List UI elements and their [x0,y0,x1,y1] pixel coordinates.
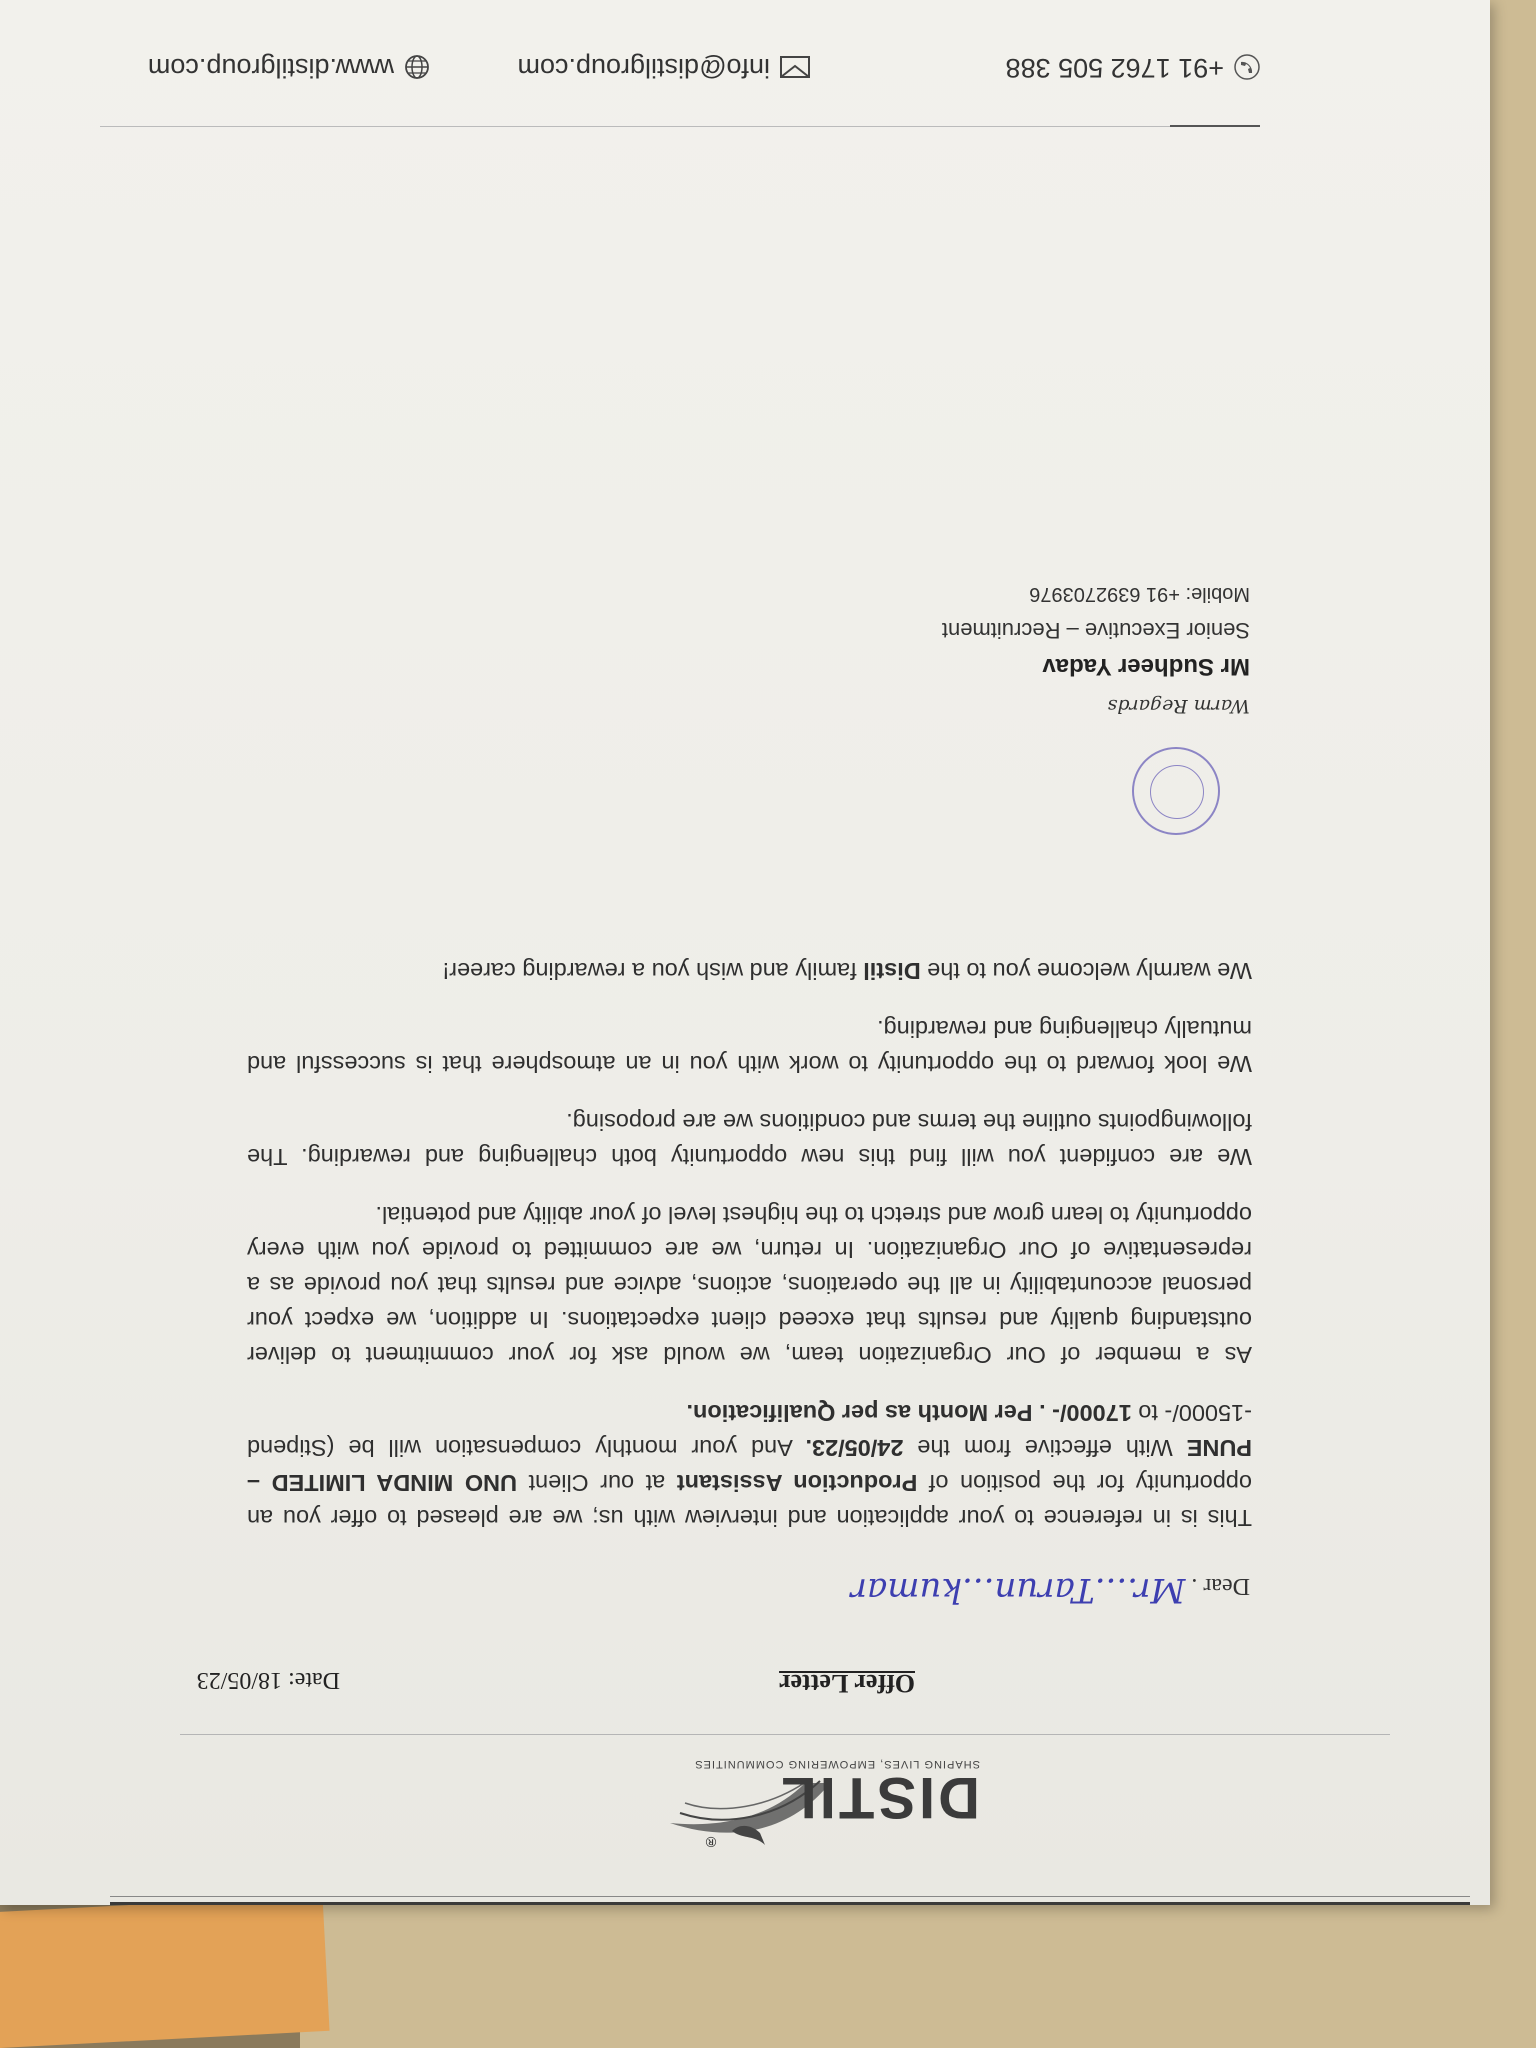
letter-title: Offer Letter [779,1669,915,1698]
company-seal-stamp [1132,747,1220,835]
header-divider [180,1734,1390,1735]
letter-footer [110,43,1260,83]
signatory-title: Senior Executive – Recruitment [941,618,1250,643]
salutation [851,1570,1250,1610]
offer-start-date: 24/05/23. [805,1435,904,1461]
offer-position: Production Assistant [676,1470,918,1496]
registered-mark: ® [704,1833,718,1849]
paragraph-commitment: As a member of Our Organization team, we would ask for your commitment to deliver outstanding quality and results that exceed client expectations. In addition, we expect your personal accountability in all the operations, actions, advice and results that you provide as a representative of Our Organization. In return, we are committed to provide you with every opportunity to learn grow and stretch to the highest level of your ability and potential. [247,1202,1252,1368]
signatory-name: Mr Sudheer Yadav [1042,653,1250,680]
envelope-icon [780,57,810,79]
footer-email-text[interactable]: info@distilgroup.com [517,53,770,83]
footer-phone [1006,52,1260,83]
offer-text-b: at our Client [517,1470,677,1496]
offer-compensation: 17000/- . Per Month as per Qualification. [686,1400,1132,1426]
welcome-brand: Distil [863,958,921,984]
welcome-text-b: family and wish you a rewarding career! [442,958,864,984]
globe-icon [404,55,430,81]
distil-logo [660,1765,980,1853]
letterhead-tagline: SHAPING LIVES, EMPOWERING COMMUNITIES [694,1758,980,1770]
paragraph-offer [247,1395,1252,1535]
footer-website-text[interactable]: www.distilgroup.com [147,53,394,83]
letter-body [247,930,1252,1535]
offer-text-d: And your monthly compensation will be (Stipend -15000/- to [246,1400,1252,1461]
salutation-text: Dear . [1191,1573,1250,1599]
logo-wordmark: DISTIL [778,1765,980,1830]
welcome-text-a: We warmly welcome you to the [920,958,1252,984]
footer-phone-text: +91 1762 505 388 [1005,53,1224,83]
paragraph-confidence: We are confident you will find this new opportunity both challenging and rewarding. The followingpoints outline the terms and conditions we are proposing. [247,1109,1252,1170]
paragraph-look-forward: We look forward to the opportunity to work with you in an atmosphere that is successful and mutually challenging and rewarding. [247,1016,1252,1077]
recipient-handwritten-name: Mr....Tarun...kumar [850,1570,1186,1610]
footer-divider [100,126,1260,127]
footer-email [517,52,810,83]
phone-icon [1234,55,1260,81]
orange-folder [0,1895,330,2048]
header-rule-secondary [110,1896,1470,1897]
offer-text-a: This is in reference to your application and interview with us; we are pleased to offer you an opportunity for the position of [247,1470,1252,1531]
offer-client: UNO MINDA LIMITED – PUNE [246,1435,1252,1496]
offer-text-c: With effective from the [903,1435,1187,1461]
footer-divider-accent [1170,125,1260,127]
letter-date: Date: 18/05/23 [196,1667,340,1693]
header-rule [110,1902,1470,1905]
signatory-mobile: Mobile: +91 6392703976 [1029,583,1250,605]
paragraph-welcome [247,953,1252,988]
closing-regards: Warm Regards [1107,695,1250,717]
footer-website [148,52,430,83]
